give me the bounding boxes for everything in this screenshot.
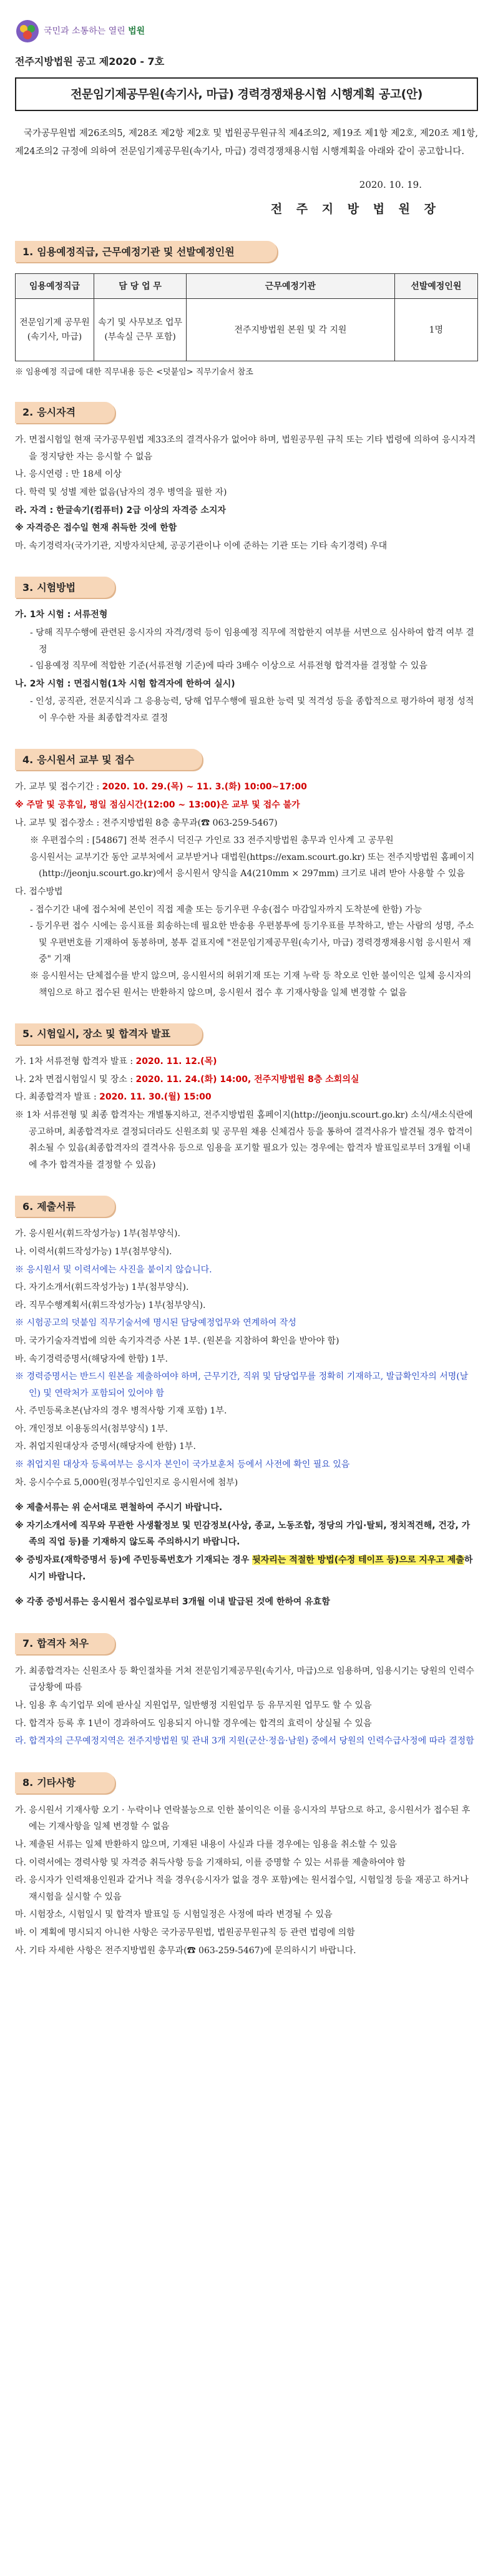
logo bbox=[15, 14, 478, 49]
list-note: ※ 각종 증빙서류는 응시원서 접수일로부터 3개월 이내 발급된 것에 한하여 유효함 bbox=[15, 1597, 330, 1608]
list-item: 라. 자격 : 한글속기(컴퓨터) 2급 이상의 자격증 소지자 bbox=[15, 505, 227, 515]
list-item: 가. 1차 서류전형 합격자 발표 : 2020. 11. 12.(목) bbox=[15, 1056, 217, 1067]
list-subitem: - 당해 직무수행에 관련된 응시자의 자격/경력 등이 임용예정 직무에 적합한지 여부를 서면으로 심사하여 합격 여부 결정 bbox=[30, 627, 474, 655]
list-item: 라. 합격자의 근무예정지역은 전주지방법원 및 관내 3개 지원(군산·정읍·남원) 중에서 당원의 인력수급사정에 따라 결정함 bbox=[15, 1736, 474, 1747]
list-item: 가. 응시원서 기재사항 오기 · 누락이나 연락불능으로 인한 불이익은 이를 응시자의 부담으로 하고, 응시원서가 접수된 후에는 기재사항을 일체 변경할 수 없음 bbox=[15, 1805, 471, 1832]
list-subitem: - 등기우편 접수 시에는 응시표를 회송하는데 필요한 반송용 우편봉투에 등기우표를 부착하고, 받는 사람의 성명, 주소 및 우편번호를 기재하여 동봉하며, 봉투 겉표지에 "전문임기제공무원(속기사, 마급) 경력경쟁채용시험 응시원서 재중" 기재 bbox=[30, 921, 474, 965]
list-item: 사. 주민등록초본(남자의 경우 병적사항 기재 포함) 1부. bbox=[15, 1406, 227, 1417]
list-item: 사. 기타 자세한 사항은 전주지방법원 총무과(☎ 063-259-5467)에 문의하시기 바랍니다. bbox=[15, 1945, 356, 1956]
intro-paragraph: 국가공무원법 제26조의5, 제28조 제2항 제2호 및 법원공무원규칙 제4조의2, 제19조 제1항 제2호, 제20조 제1항, 제24조의2 규정에 의하여 전문임기제공무원(속기사, 마급) 경력경쟁채용시험 시행계획을 아래와 같이 공고합니다. bbox=[15, 128, 478, 157]
list-item: 다. 이력서에는 경력사항 및 자격증 취득사항 등을 기재하되, 이를 증명할 수 있는 서류를 제출하여야 함 bbox=[15, 1857, 406, 1868]
notice-date: 2020. 10. 19. bbox=[359, 178, 422, 190]
list-item: 바. 속기경력증명서(해당자에 한함) 1부. bbox=[15, 1354, 168, 1364]
table-row bbox=[16, 299, 478, 361]
notice-number: 전주지방법원 공고 제2020 - 7호 bbox=[15, 56, 165, 67]
list-item: 마. 속기경력자(국가기관, 지방자치단체, 공공기관이나 이에 준하는 기관 또는 기타 속기경력) 우대 bbox=[15, 540, 388, 551]
application-period: 2020. 10. 29.(목) ~ 11. 3.(화) 10:00~17:00 bbox=[102, 782, 307, 793]
list-item: 바. 이 계획에 명시되지 아니한 사항은 국가공무원법, 법원공무원규칙 등 관련 법령에 의함 bbox=[15, 1927, 355, 1938]
section-heading: 2. 응시자격 bbox=[15, 402, 115, 423]
section-heading: 8. 기타사항 bbox=[15, 1772, 115, 1793]
table-header: 임용예정직급 bbox=[16, 274, 94, 299]
list-item: 아. 개인정보 이용동의서(첨부양식) 1부. bbox=[15, 1423, 168, 1434]
list-subitem: - 인성, 공직관, 전문지식과 그 응용능력, 당해 업무수행에 필요한 능력 및 적격성 등을 종합적으로 평가하여 평정 성적이 우수한 자를 최종합격자로 결정 bbox=[30, 696, 474, 723]
list-item: 나. 임용 후 속기업무 외에 판사실 지원업무, 일반행정 지원업무 등 유무지원 업무도 할 수 있음 bbox=[15, 1700, 372, 1711]
section-eligibility bbox=[15, 402, 478, 554]
table-header: 담 당 업 무 bbox=[94, 274, 186, 299]
table-cell: 속기 및 사무보조 업무 (부속실 근무 포함) bbox=[94, 299, 186, 361]
list-subitem: ※ 우편접수의 : [54867] 전북 전주시 덕진구 가인로 33 전주지방법원 총무과 인사계 고 공무원 bbox=[30, 836, 394, 846]
section-schedule bbox=[15, 1023, 478, 1173]
list-item: 가. 교부 및 접수기간 : 2020. 10. 29.(목) ~ 11. 3.(화) 10:00~17:00 bbox=[15, 782, 307, 793]
list-note: ※ 주말 및 공휴일, 평일 점심시간(12:00 ~ 13:00)은 교부 및 접수 불가 bbox=[15, 800, 300, 811]
positions-table bbox=[15, 273, 478, 361]
list-subitem: 응시원서는 교부기간 동안 교부처에서 교부받거나 대법원(https://exam.scourt.go.kr) 또는 전주지방법원 홈페이지(http://jeonju.scourt.go.kr)에서 응시원서 양식을 A4(210mm × 297mm) 크기로 내려 받아 사용할 수 있음 bbox=[30, 852, 475, 879]
list-item: 가. 응시원서(휘드작성가능) 1부(첨부양식). bbox=[15, 1229, 180, 1239]
section-other bbox=[15, 1772, 478, 1959]
list-note: ※ 응시원서 및 이력서에는 사진을 붙이지 않습니다. bbox=[15, 1264, 212, 1275]
list-item: 차. 응시수수료 5,000원(정부수입인지로 응시원서에 첨부) bbox=[15, 1477, 238, 1488]
list-item: 자. 취업지원대상자 증명서(해당자에 한함) 1부. bbox=[15, 1442, 196, 1452]
list-subitem: - 임용예정 직무에 적합한 기준(서류전형 기준)에 따라 3배수 이상으로 서류전형 합격자를 결정할 수 있음 bbox=[30, 661, 427, 671]
table-header: 근무예정기관 bbox=[187, 274, 394, 299]
court-signature: 전 주 지 방 법 원 장 bbox=[270, 202, 441, 216]
list-item: 나. 응시연령 : 만 18세 이상 bbox=[15, 469, 122, 480]
section-treatment bbox=[15, 1633, 478, 1750]
list-note: ※ 1차 서류전형 및 최종 합격자는 개별통지하고, 전주지방법원 홈페이지(http://jeonju.scourt.go.kr) 소식/새소식란에 공고하며, 최종합격자로 결정되더라도 신원조회 및 공무원 채용 신체검사 등을 통하여 결격사유가 발견될 경우 합격이 취소될 수 있음(최종합격자의 결격사유 등으로 임용을 포기할 필요가 있는 경우에는 합격자 발표일로부터 3개월 이내에 추가 합격자를 결정할 수 있음) bbox=[15, 1110, 473, 1170]
table-cell: 전문임기제 공무원 (속기사, 마급) bbox=[16, 299, 94, 361]
list-item: 나. 2차 시험 : 면접시험(1차 시험 합격자에 한하여 실시) bbox=[15, 678, 235, 689]
list-item: 나. 2차 면접시험일시 및 장소 : 2020. 11. 24.(화) 14:00, 전주지방법원 8층 소회의실 bbox=[15, 1074, 359, 1085]
section-heading: 6. 제출서류 bbox=[15, 1196, 115, 1217]
page-title: 전문임기제공무원(속기사, 마급) 경력경쟁채용시험 시행계획 공고(안) bbox=[15, 77, 478, 111]
section-exam-method bbox=[15, 577, 478, 726]
table-cell: 전주지방법원 본원 및 각 지원 bbox=[187, 299, 394, 361]
list-item: 라. 직무수행계획서(휘드작성가능) 1부(첨부양식). bbox=[15, 1300, 206, 1310]
section-heading: 5. 시험일시, 장소 및 합격자 발표 bbox=[15, 1023, 202, 1045]
list-note: ※ 취업지원 대상자 등록여부는 응시자 본인이 국가보훈처 등에서 사전에 확인 필요 있음 bbox=[15, 1460, 350, 1470]
list-item: 다. 합격자 등록 후 1년이 경과하여도 임용되지 아니할 경우에는 합격의 효력이 상실될 수 있음 bbox=[15, 1718, 372, 1729]
section-heading: 1. 임용예정직급, 근무예정기관 및 선발예정인원 bbox=[15, 241, 277, 262]
section-heading: 4. 응시원서 교부 및 접수 bbox=[15, 749, 202, 770]
list-item: 가. 면접시험일 현재 국가공무원법 제33조의 결격사유가 없어야 하며, 법원공무원 규칙 또는 기타 법령에 의하여 응시자격을 정지당한 자는 응시할 수 없음 bbox=[15, 435, 476, 462]
list-item: 가. 최종합격자는 신원조사 등 확인절차를 거쳐 전문임기제공무원(속기사, 마급)으로 임용하며, 임용시기는 당원의 인력수급상황에 따름 bbox=[15, 1666, 474, 1693]
list-note: ※ 시험공고의 덧붙임 직무기술서에 명시된 담당예정업무와 연계하여 작성 bbox=[15, 1318, 296, 1329]
list-item: 가. 1차 시험 : 서류전형 bbox=[15, 610, 108, 620]
logo-text: 국민과 소통하는 열린 법원 bbox=[44, 26, 145, 36]
list-item: 다. 접수방법 bbox=[15, 887, 63, 897]
table-cell: 1명 bbox=[394, 299, 477, 361]
list-item: 라. 응시자가 인력채용인원과 같거나 적을 경우(응시자가 없을 경우 포함)에는 원서접수일, 시험일정 등을 재공고 하거나 재시험을 실시할 수 있음 bbox=[15, 1875, 469, 1902]
section-heading: 3. 시험방법 bbox=[15, 577, 115, 598]
list-item: 마. 시험장소, 시험일시 및 합격자 발표일 등 시험일정은 사정에 따라 변경될 수 있음 bbox=[15, 1910, 333, 1920]
list-item: 다. 자기소개서(휘드작성가능) 1부(첨부양식). bbox=[15, 1282, 189, 1293]
list-item: 나. 이력서(휘드작성가능) 1부(첨부양식). bbox=[15, 1246, 172, 1257]
list-item: 다. 최종합격자 발표 : 2020. 11. 30.(월) 15:00 bbox=[15, 1092, 212, 1103]
list-subitem: - 접수기간 내에 접수처에 본인이 직접 제출 또는 등기우편 우송(접수 마감일자까지 도착분에 한함) 가능 bbox=[30, 904, 422, 915]
section-heading: 7. 합격자 처우 bbox=[15, 1633, 115, 1654]
list-note: ※ 자격증은 접수일 현재 취득한 것에 한함 bbox=[15, 523, 177, 534]
table-note: ※ 임용예정 직급에 대한 직무내용 등은 <덧붙임> 직무기술서 참조 bbox=[15, 368, 253, 378]
court-logo-icon bbox=[15, 19, 40, 44]
list-subitem: ※ 응시원서는 단체접수를 받지 않으며, 응시원서의 허위기재 또는 기재 누락 등 착오로 인한 불이익은 일체 응시자의 책임으로 하고 접수된 원서는 반환하지 않으며, 응시원서 접수 후 기재사항을 일체 변경할 수 없음 bbox=[30, 971, 472, 998]
section-positions bbox=[15, 241, 478, 379]
table-header-row bbox=[16, 274, 478, 299]
list-item: 나. 교부 및 접수장소 : 전주지방법원 8층 총무과(☎ 063-259-5467) bbox=[15, 817, 278, 828]
list-item: 다. 학력 및 성별 제한 없음(남자의 경우 병역을 필한 자) bbox=[15, 487, 227, 497]
list-item: 나. 제출된 서류는 일체 반환하지 않으며, 기재된 내용이 사실과 다를 경우에는 임용을 취소할 수 있음 bbox=[15, 1839, 398, 1850]
list-item: 마. 국가기술자격법에 의한 속기자격증 사본 1부. (원본을 지참하여 확인을 받아야 함) bbox=[15, 1335, 339, 1346]
list-note: ※ 증빙자료(재학증명서 등)에 주민등록번호가 기재되는 경우 뒷자리는 적절한 방법(수정 테이프 등)으로 지우고 제출하시기 바랍니다. bbox=[15, 1555, 473, 1582]
list-note: ※ 제출서류는 위 순서대로 편철하여 주시기 바랍니다. bbox=[15, 1503, 223, 1513]
section-documents bbox=[15, 1196, 478, 1610]
list-note: ※ 경력증명서는 반드시 원본을 제출하여야 하며, 근무기간, 직위 및 담당업무를 정확히 기재하고, 발급확인자의 서명(날인) 및 연락처가 포함되어 있어야 함 bbox=[15, 1372, 469, 1398]
list-note: ※ 자기소개서에 직무와 무관한 사생활정보 및 민감정보(사상, 종교, 노동조합, 정당의 가입·탈퇴, 정치적견해, 건강, 가족의 직업 등)를 기재하지 않도록 주의하시기 바랍니다. bbox=[15, 1520, 471, 1548]
table-header: 선발예정인원 bbox=[394, 274, 477, 299]
section-application bbox=[15, 749, 478, 1001]
